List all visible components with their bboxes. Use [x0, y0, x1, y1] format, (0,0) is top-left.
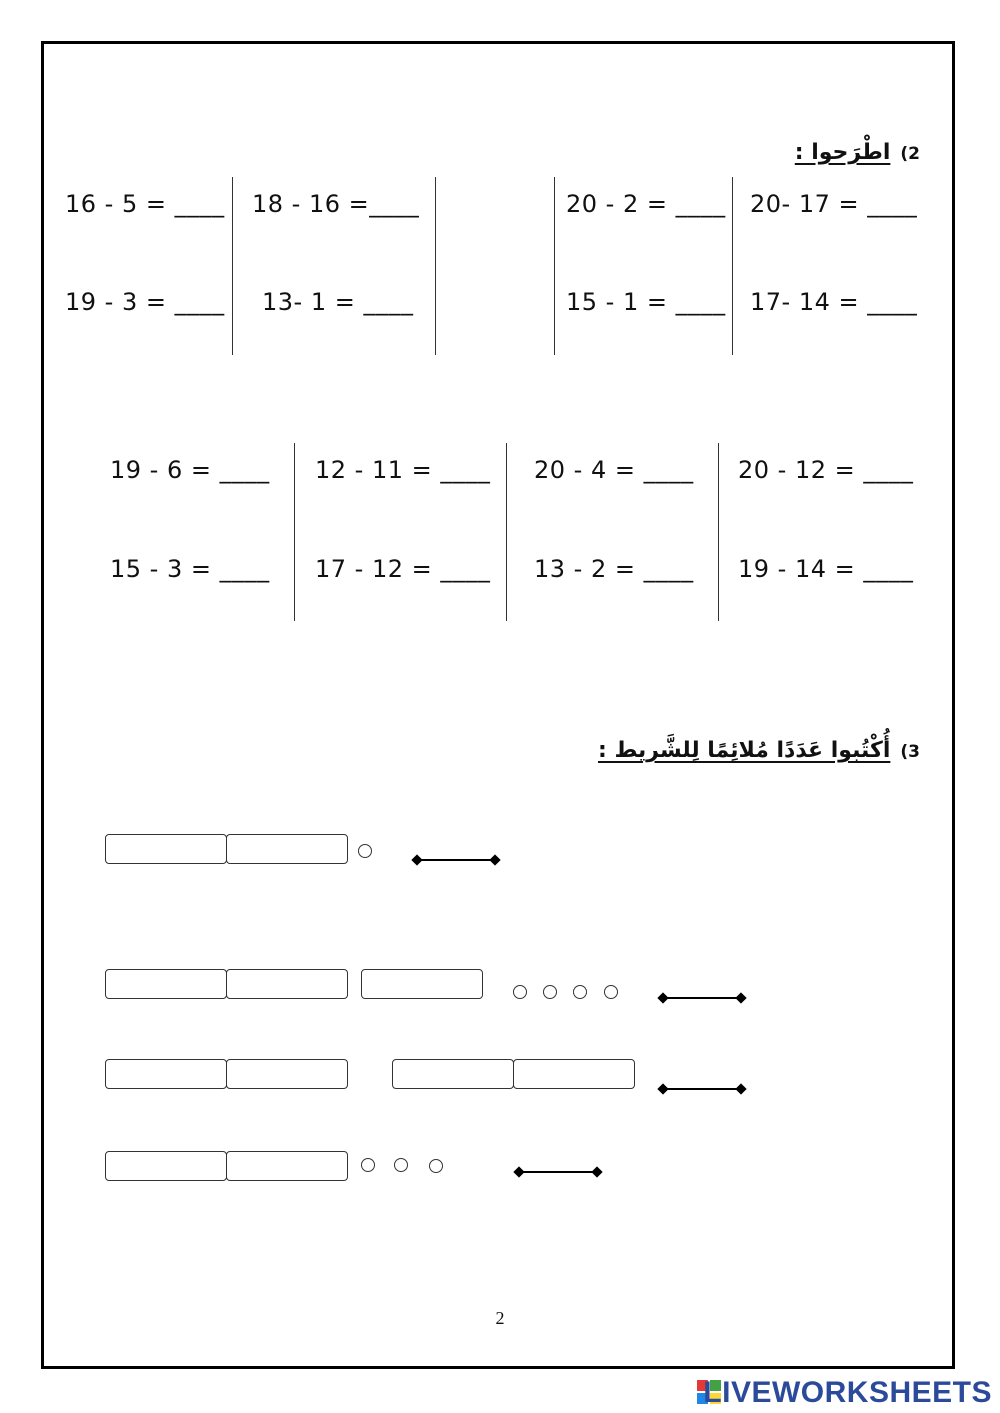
unit-circle — [429, 1159, 443, 1173]
ten-bar — [226, 1059, 348, 1089]
equation: 19 - 6 = ____ — [110, 456, 270, 484]
column-divider — [506, 443, 507, 621]
answer-line[interactable] — [519, 1171, 597, 1173]
section3-title: أُكْتُبوا عَدَدًا مُلائِمًا لِلشَّريط : — [598, 738, 891, 763]
unit-circle — [358, 844, 372, 858]
ten-bar — [392, 1059, 514, 1089]
equation: 13 - 2 = ____ — [534, 555, 694, 583]
section2-number: 2) — [900, 144, 920, 164]
equation: 20- 17 = ____ — [750, 190, 918, 218]
unit-circle — [543, 985, 557, 999]
column-divider — [294, 443, 295, 621]
equation: 12 - 11 = ____ — [315, 456, 491, 484]
answer-line[interactable] — [663, 997, 741, 999]
equation: 17 - 12 = ____ — [315, 555, 491, 583]
column-divider — [732, 177, 733, 355]
equation: 20 - 4 = ____ — [534, 456, 694, 484]
unit-circle — [604, 985, 618, 999]
equation: 18 - 16 =____ — [252, 190, 420, 218]
unit-circle — [513, 985, 527, 999]
equation: 19 - 3 = ____ — [65, 288, 225, 316]
page-number: 2 — [495, 1308, 505, 1328]
ten-bar — [226, 834, 348, 864]
answer-line[interactable] — [663, 1088, 741, 1090]
section3-number: 3) — [900, 742, 920, 762]
ten-bar — [105, 969, 227, 999]
unit-circle — [573, 985, 587, 999]
ten-bar — [361, 969, 483, 999]
ten-bar — [226, 969, 348, 999]
brand-name: LIVEWORKSHEETS — [703, 1376, 992, 1409]
section3-heading — [598, 738, 920, 763]
column-divider — [554, 177, 555, 355]
column-divider — [718, 443, 719, 621]
equation: 15 - 3 = ____ — [110, 555, 270, 583]
equation: 13- 1 = ____ — [262, 288, 414, 316]
equation: 16 - 5 = ____ — [65, 190, 225, 218]
answer-line[interactable] — [417, 859, 495, 861]
equation: 17- 14 = ____ — [750, 288, 918, 316]
ten-bar — [105, 1151, 227, 1181]
equation: 20 - 2 = ____ — [566, 190, 726, 218]
ten-bar — [226, 1151, 348, 1181]
ten-bar — [105, 1059, 227, 1089]
equation: 20 - 12 = ____ — [738, 456, 914, 484]
column-divider — [435, 177, 436, 355]
ten-bar — [513, 1059, 635, 1089]
ten-bar — [105, 834, 227, 864]
section2-heading — [795, 140, 920, 165]
column-divider — [232, 177, 233, 355]
equation: 15 - 1 = ____ — [566, 288, 726, 316]
section2-title: اطْرَحوا : — [794, 140, 891, 165]
unit-circle — [394, 1158, 408, 1172]
unit-circle — [361, 1158, 375, 1172]
equation: 19 - 14 = ____ — [738, 555, 914, 583]
